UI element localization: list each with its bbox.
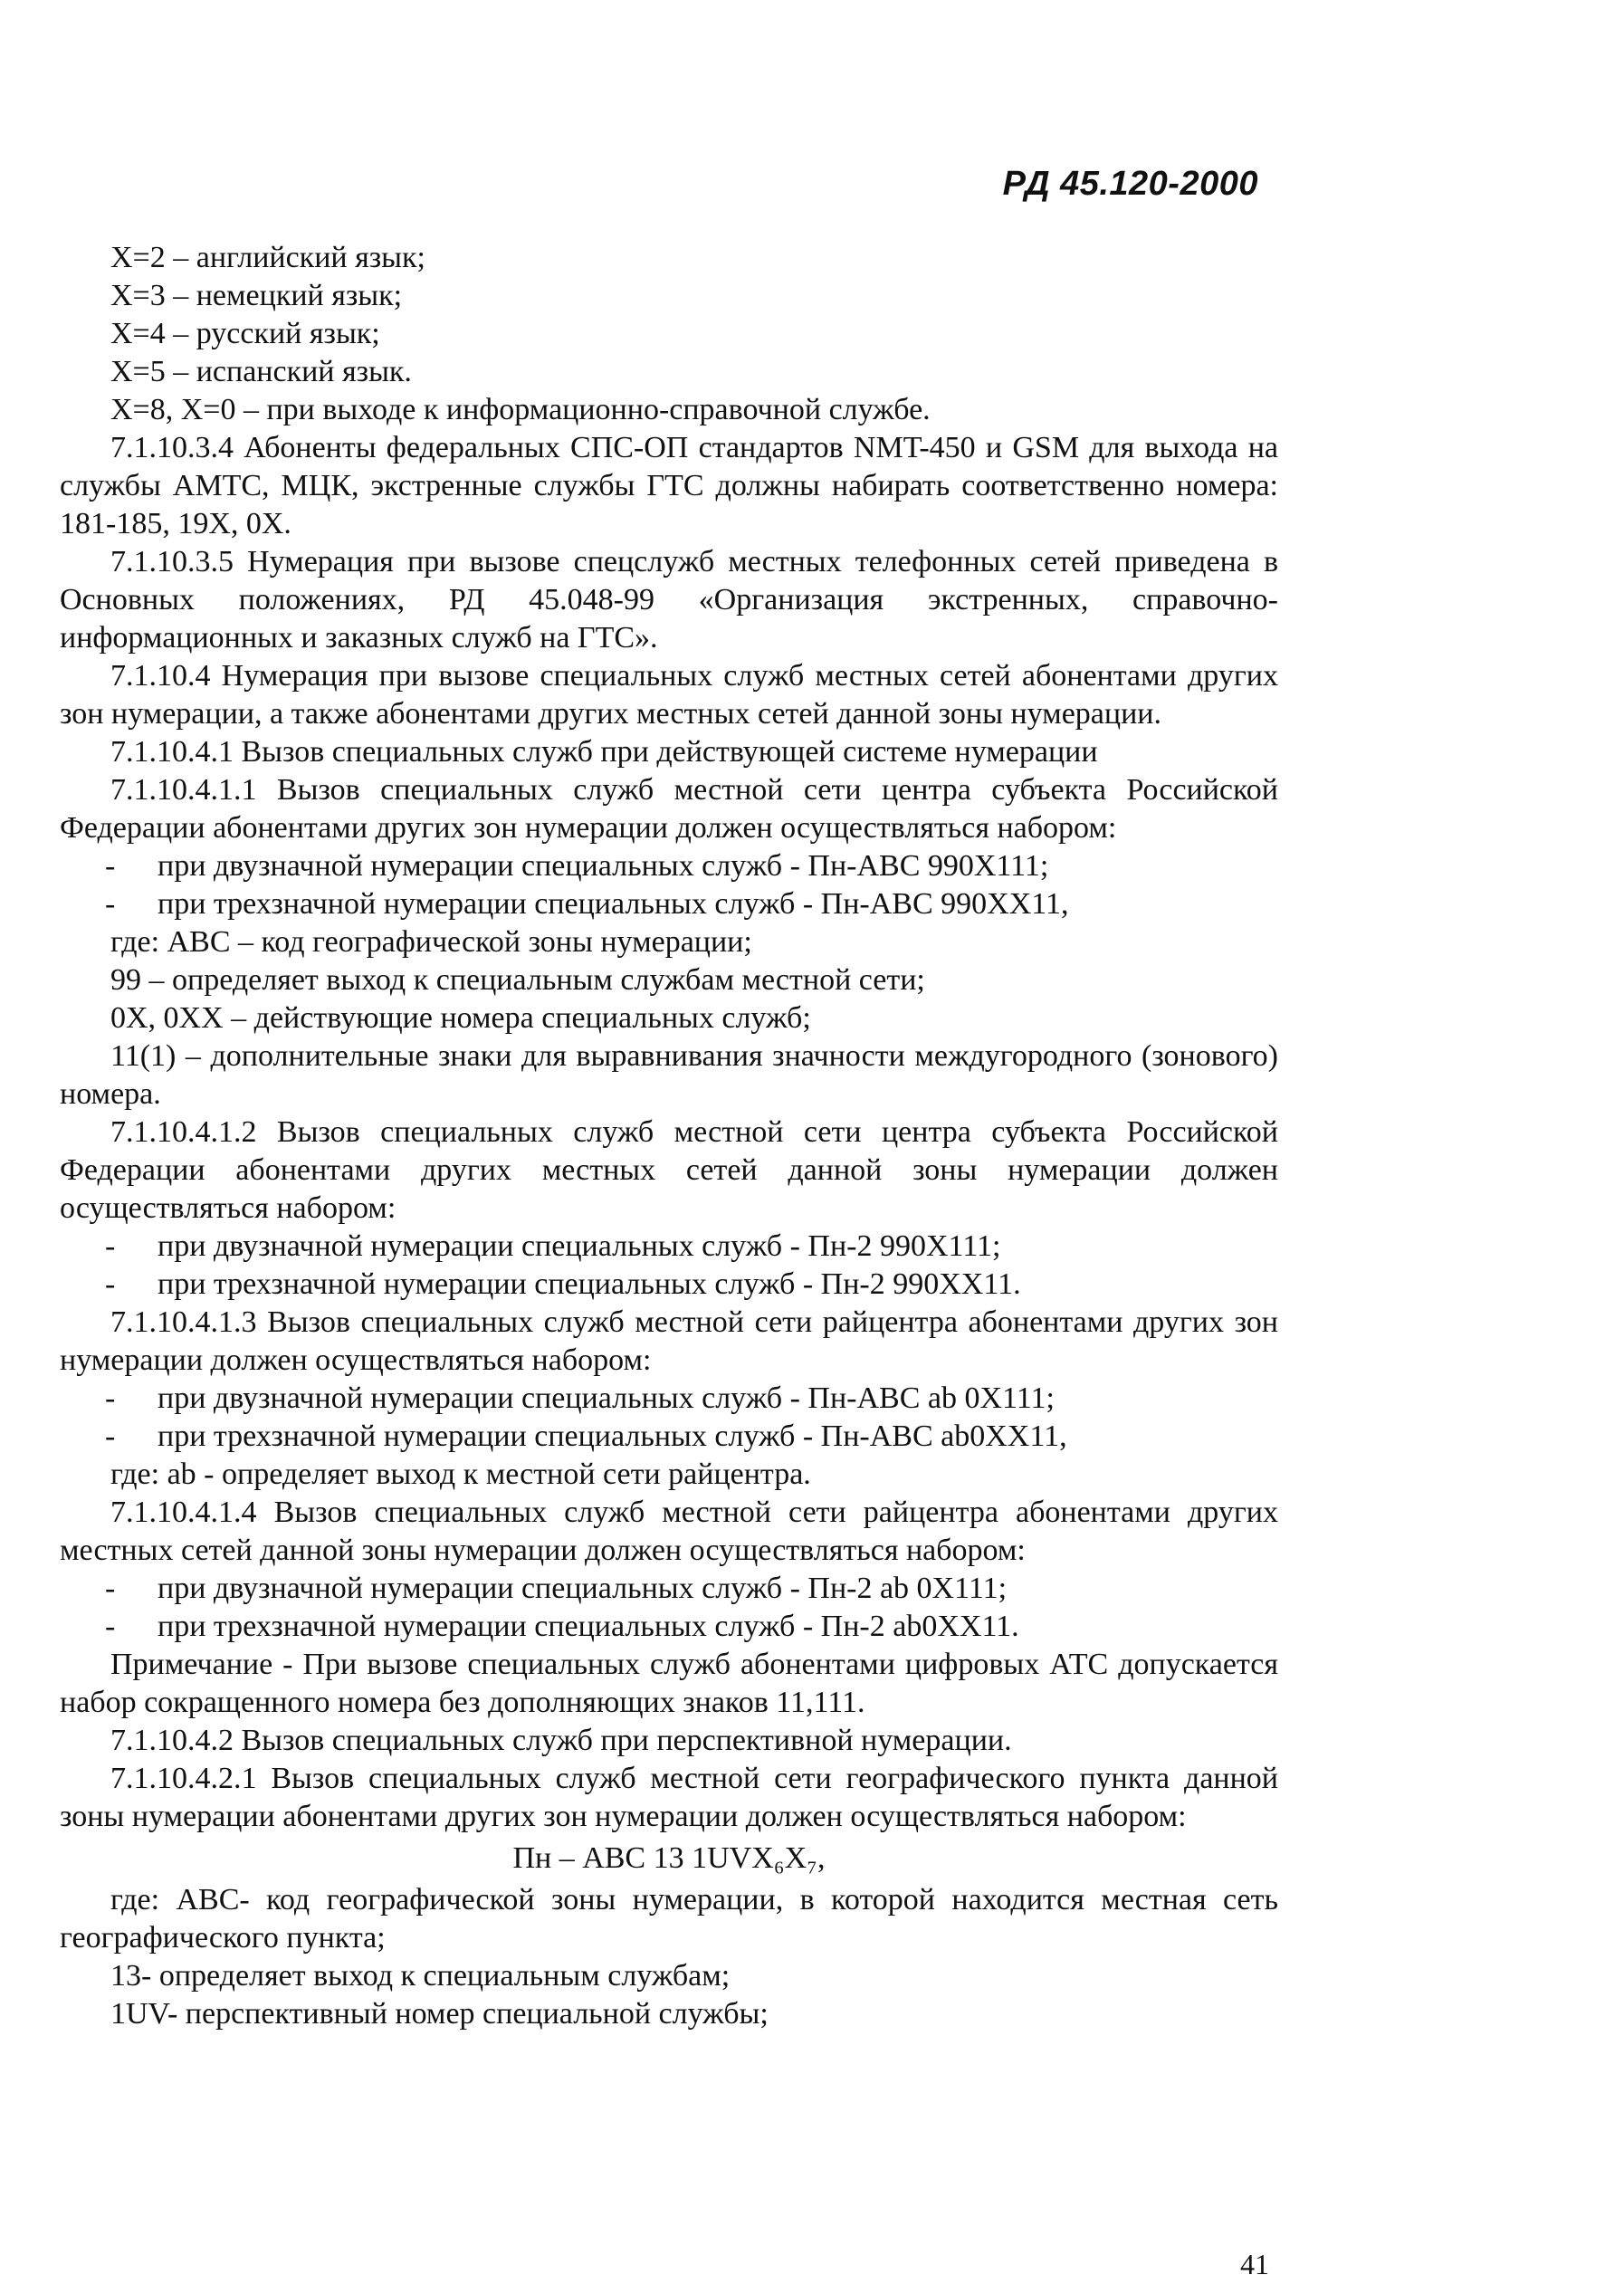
definition-line: где: АВС – код географической зоны нумерации; [110, 925, 752, 959]
paragraph: 7.1.10.4.1.3 Вызов специальных служб местной сети райцентра абонентами других зон нумерации должен осуществляться набором: [60, 1305, 1278, 1377]
definition-line: 0X, 0XX – действующие номера специальных служб; [110, 1001, 811, 1035]
language-code-line: X=2 – английский язык; [110, 241, 425, 274]
paragraph: 7.1.10.4.1.4 Вызов специальных служб местной сети райцентра абонентами других местных сетей данной зоны нумерации должен осуществляться набором: [60, 1496, 1278, 1567]
list-item: - при трехзначной нумерации специальных служб - Пн-2 990XX11. [60, 1266, 1278, 1304]
language-code-line: X=4 – русский язык; [110, 317, 380, 350]
language-code-line: X=5 – испанский язык. [110, 355, 412, 388]
language-code-line: X=3 – немецкий язык; [110, 279, 403, 312]
definition-line: 99 – определяет выход к специальным службам местной сети; [110, 963, 925, 997]
note-paragraph: Примечание - При вызове специальных служб абонентами цифровых АТС допускается набор сокращенного номера без дополняющих знаков 11,111. [60, 1648, 1278, 1719]
paragraph: 7.1.10.4.1.1 Вызов специальных служб местной сети центра субъекта Российской Федерации абонентами других зон нумерации должен осуществляться набором: [60, 773, 1278, 845]
list-item: - при двузначной нумерации специальных служб - Пн-2 ab 0X111; [60, 1570, 1278, 1608]
definition-line: 13- определяет выход к специальным службам; [110, 1959, 731, 1993]
dialing-formula: Пн – АВС 13 1UVX₆X₇, [512, 1841, 826, 1875]
paragraph: 7.1.10.4.1.2 Вызов специальных служб местной сети центра субъекта Российской Федерации абонентами других местных сетей данной зоны нумерации должен осуществляться набором: [60, 1115, 1278, 1225]
list-item: - при трехзначной нумерации специальных служб - Пн-АВС ab0XX11, [60, 1418, 1278, 1456]
list-item: - при двузначной нумерации специальных служб - Пн-АВС ab 0X111; [60, 1380, 1278, 1418]
definition-line: 1UV- перспективный номер специальной службы; [110, 1997, 769, 2031]
paragraph: 7.1.10.3.4 Абоненты федеральных СПС-ОП стандартов NMT-450 и GSM для выхода на службы АМТС, МЦК, экстренные службы ГТС должны набирать соответственно номера: 181-185, 19X, 0X. [60, 431, 1278, 540]
list-item: - при трехзначной нумерации специальных служб - Пн-АВС 990XX11, [60, 885, 1278, 923]
language-code-line: X=8, X=0 – при выходе к информационно-справочной службе. [110, 393, 931, 426]
page-number: 41 [1240, 2248, 1269, 2280]
document-body [60, 239, 1278, 2033]
paragraph: 7.1.10.3.5 Нумерация при вызове спецслужб местных телефонных сетей приведена в Основных положениях, РД 45.048-99 «Организация экстренных, справочно-информационных и заказных служб на ГТС». [60, 545, 1278, 655]
document-code-header: РД 45.120-2000 [1002, 165, 1258, 203]
section-heading: 7.1.10.4.2 Вызов специальных служб при перспективной нумерации. [110, 1724, 1012, 1757]
definition-line: 11(1) – дополнительные знаки для выравнивания значности междугородного (зонового) номера. [60, 1039, 1278, 1111]
section-heading: 7.1.10.4.1 Вызов специальных служб при действующей системе нумерации [110, 735, 1098, 769]
definition-line: где: ab - определяет выход к местной сети райцентра. [110, 1458, 811, 1491]
definition-line: где: АВС- код географической зоны нумерации, в которой находится местная сеть географического пункта; [60, 1883, 1278, 1955]
paragraph: 7.1.10.4 Нумерация при вызове специальных служб местных сетей абонентами других зон нумерации, а также абонентами других местных сетей данной зоны нумерации. [60, 659, 1278, 731]
list-item: - при трехзначной нумерации специальных служб - Пн-2 ab0XX11. [60, 1608, 1278, 1646]
paragraph: 7.1.10.4.2.1 Вызов специальных служб местной сети географического пункта данной зоны нумерации абонентами других зон нумерации должен осуществляться набором: [60, 1762, 1278, 1833]
list-item: - при двузначной нумерации специальных служб - Пн-2 990X111; [60, 1228, 1278, 1266]
list-item: - при двузначной нумерации специальных служб - Пн-АВС 990X111; [60, 847, 1278, 885]
